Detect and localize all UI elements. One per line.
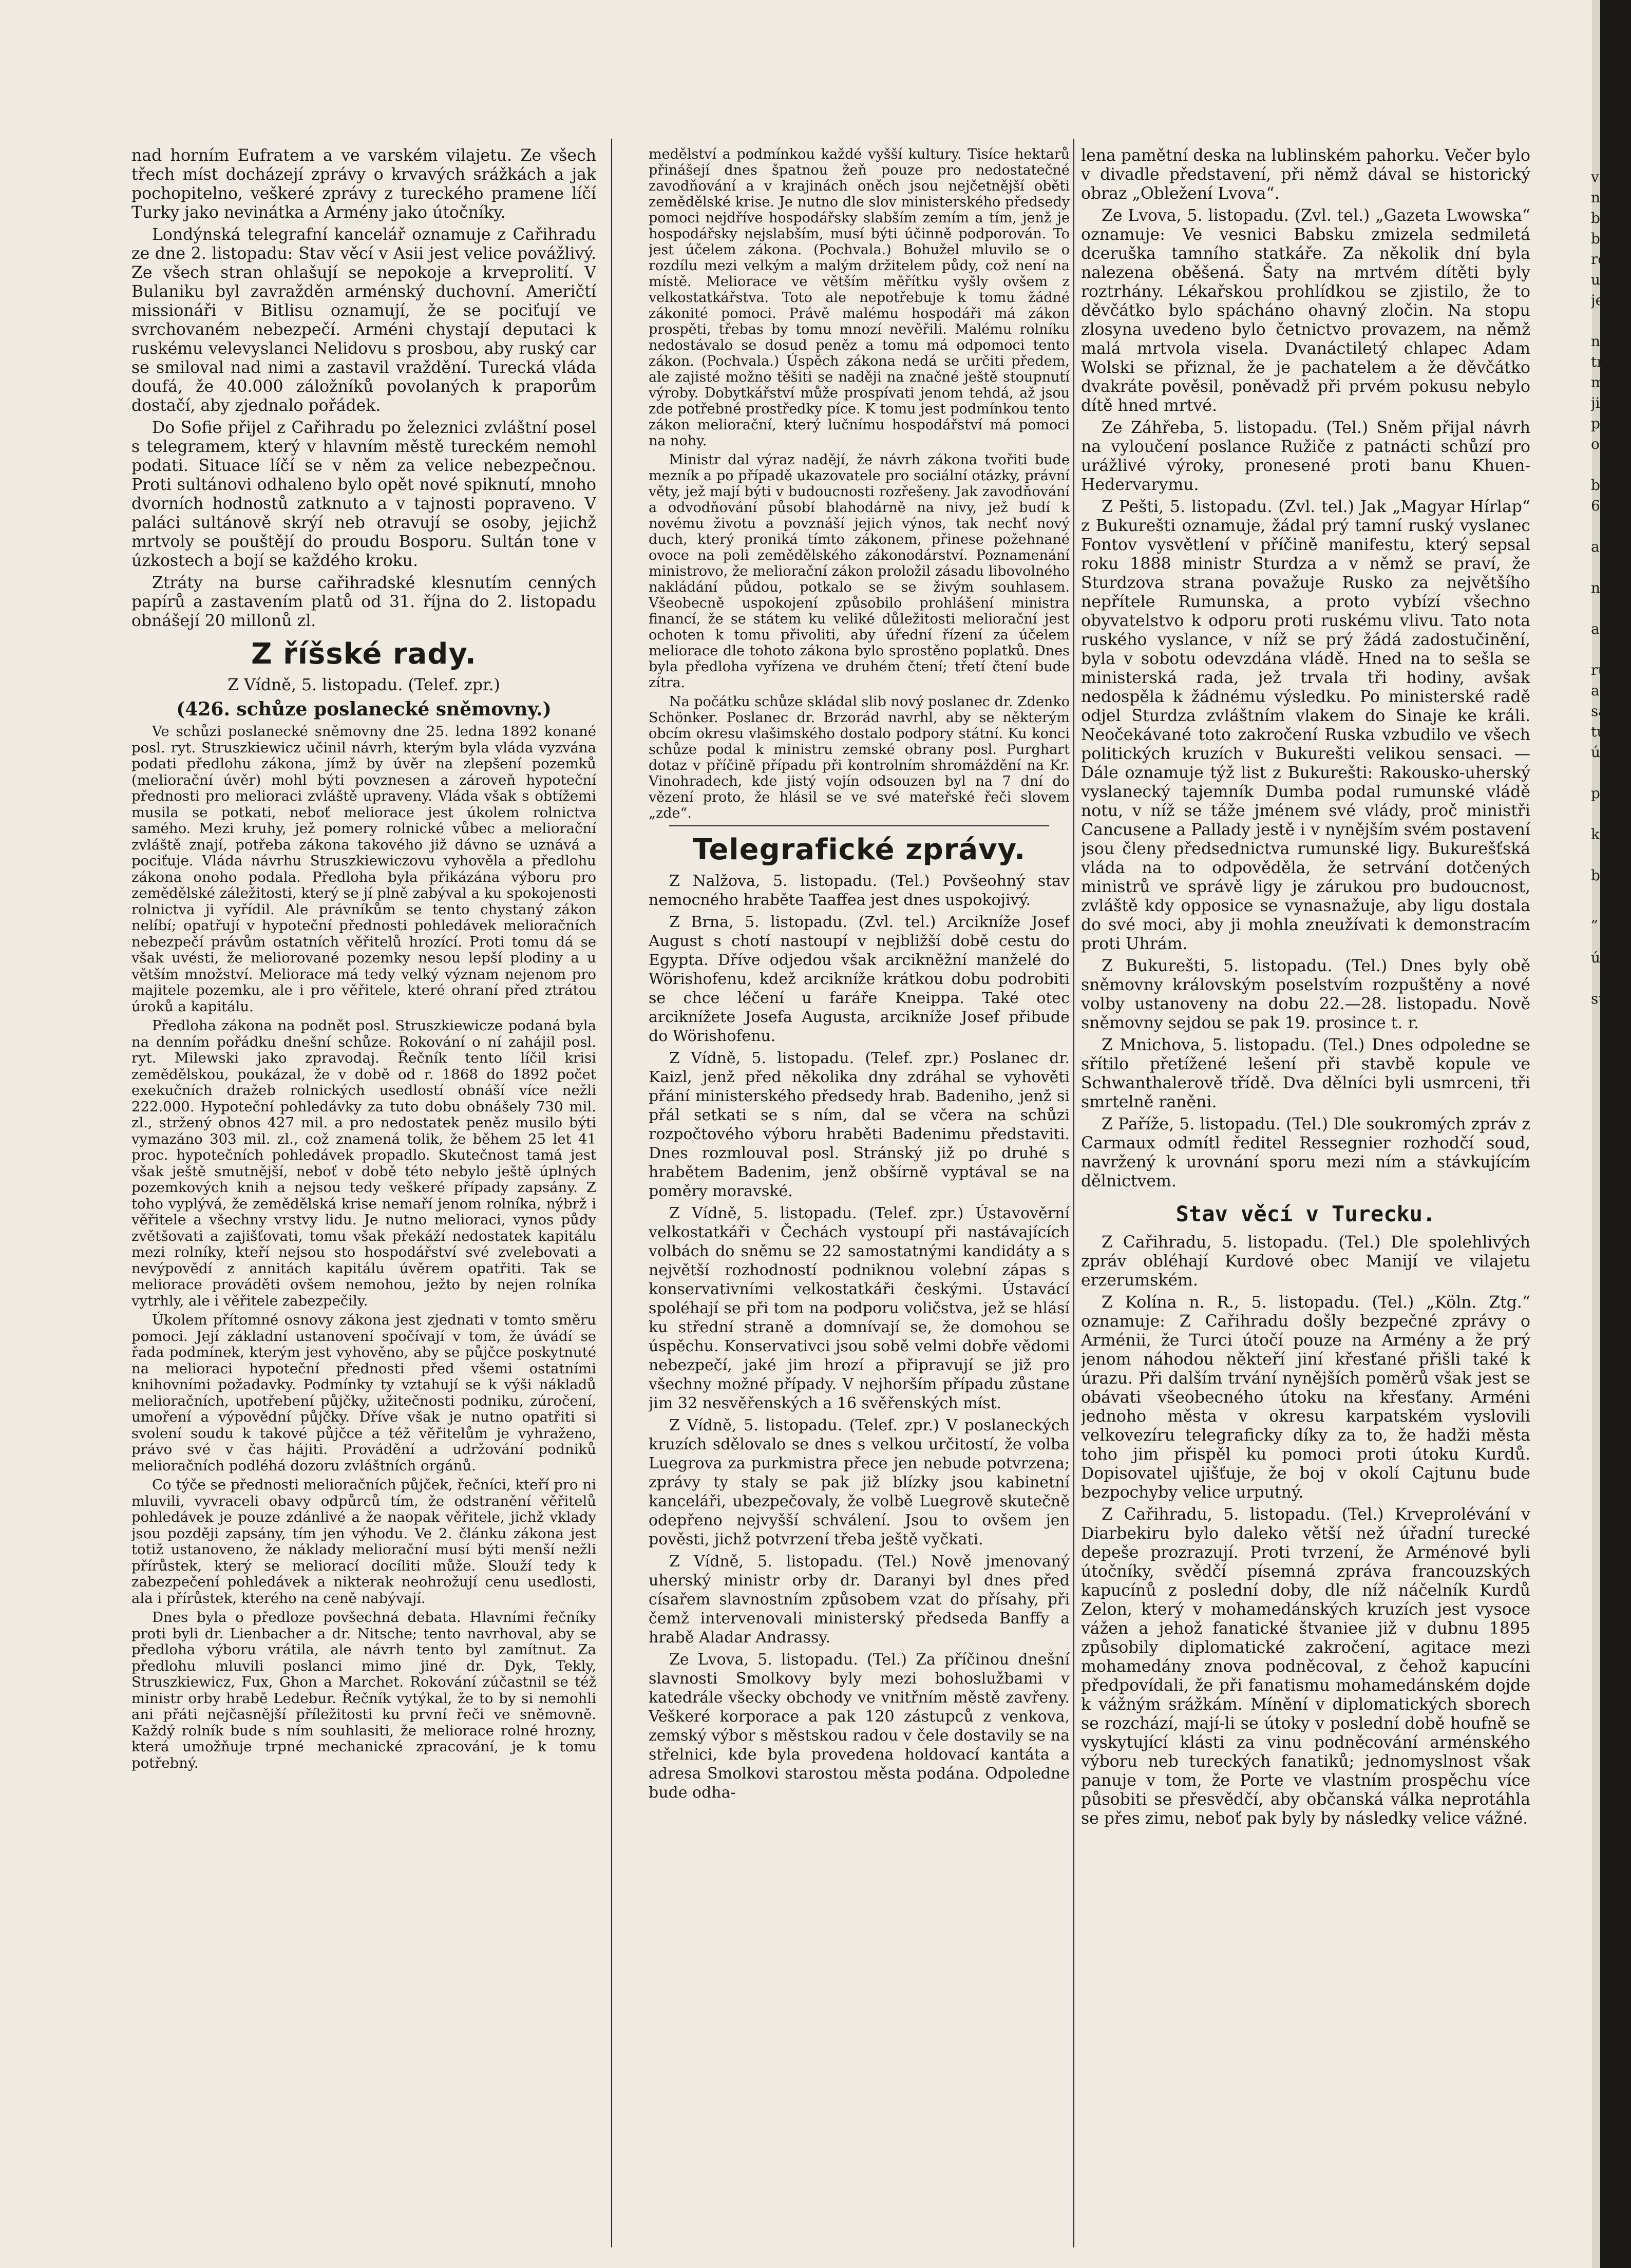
fragment-line: tuč bbox=[1591, 723, 1614, 740]
fragment-line: byli bbox=[1591, 210, 1618, 226]
column-1 bbox=[131, 146, 596, 2247]
fragment-line: a bbox=[1591, 682, 1600, 699]
telegram-item: Z Nalžova, 5. listopadu. (Tel.) Povšeohný stav nemocného hraběte Taaffea jest dnes uspokojivý. bbox=[649, 872, 1070, 909]
column-2 bbox=[649, 146, 1070, 2247]
telegram-item: Z Vídně, 5. listopadu. (Tel.) Nově jmenovaný uherský ministr orby dr. Daranyi byl dnes před císařem slavnostním způsobem vzat do přísahy, při čemž intervenovali ministerský předseda Banffy a hrabě Aladar Andrassy. bbox=[649, 1553, 1070, 1647]
telegram-item: Ze Záhřeba, 5. listopadu. (Tel.) Sněm přijal návrh na vyloučení poslance Ružiče z patnácti schůzí pro urážlivé výroky, pronesené proti banu Khuen-Hedervarymu. bbox=[1081, 419, 1530, 494]
fragment-line: uděle bbox=[1591, 271, 1631, 288]
fragment-line: ú bbox=[1591, 949, 1601, 966]
telegram-item: Ze Lvova, 5. listopadu. (Tel.) Za příčinou dnešní slavnosti Smolkovy byly mezi bohoslužbami v katedrále všecky obchody ve vnitřním městě zavřeny. Veškeré korporace a pak 120 zástupců z venkova, zemský výbor s městskou radou v čele dostavily se na střelnici, kde byla provedena holdovací kantáta a adresa Smolkovi starostou města podána. Odpoledne bude odha- bbox=[649, 1651, 1070, 1802]
fragment-line bbox=[1591, 516, 1631, 537]
fragment-line bbox=[1591, 886, 1631, 906]
telegram-item: Z Bukurešti, 5. listopadu. (Tel.) Dnes byly obě sněmovny královským poselstvím rozpuštěny a nové volby ustanoveny na dobu 22.—28. listopadu. Nově sněmovny sejdou se pak 19. prosince t. r. bbox=[1081, 957, 1530, 1032]
article-paragraph: Londýnská telegrafní kancelář oznamuje z Cařihradu ze dne 2. listopadu: Stav věcí v Asii jest velice povážlivý. Ze všech stran ohlašují se nepokoje a krveprolití. V Bulaniku byl zavražděn arménský duchovní. Američtí missionáři v Bitlisu oznamují, že se pociťují ve svrchovaném nebezpečí. Arméni chystají deputaci k ruskému velevyslanci Nelidovu s prosbou, aby ruský car se smiloval nad nimi a zastavil vraždění. Turecká vláda doufá, že 40.000 záložníků povolaných k praporům dostačí, aby zjednalo pořádek. bbox=[131, 225, 596, 415]
telegram-item: Z Kolína n. R., 5. listopadu. (Tel.) „Köln. Ztg.“ oznamuje: Z Cařihradu došly bezpečné zprávy o Arménii, že Turci útočí pouze na Armény a že prý jenom náhodou někteří jiní křesťané přišli také k úrazu. Při dalším trvání nynějších poměrů však jest se obávati všeobecného útoku na křesťany. Arméni jednoho města v okresu karpatském vyslovili velkovezíru telegraficky díky za to, že hadži města toho jim přispěl ku pomoci proti útoku Kurdů. Dopisovatel ujišťuje, že boj v okolí Cajtunu bude bezpochyby velice urputný. bbox=[1081, 1293, 1530, 1502]
fragment-line: opu bbox=[1591, 436, 1618, 452]
fragment-line: su bbox=[1591, 990, 1608, 1007]
telegram-item: Z Cařihradu, 5. listopadu. (Tel.) Dle spolehlivých zpráv obléhají Kurdové obec Manijí ve vilajetu erzerumském. bbox=[1081, 1233, 1530, 1290]
article-paragraph: nad horním Eufratem a ve varském vilajetu. Ze všech třech míst docházejí zprávy o krvavých srážkách a jak pochopitelno, veškeré zprávy z tureckého pramene líčí Turky jako nevinátka a Armény jako útočníky. bbox=[131, 146, 596, 222]
fragment-line: ni bbox=[1591, 579, 1605, 596]
column-4-fragment bbox=[1591, 146, 1631, 2247]
article-paragraph: Ministr dal výraz nadějí, že návrh zákona tvořiti bude mezník a po případě ukazovatele pro sociální otázky, právní věty, jež mají býti v budoucnosti rozřešeny. Jak zavodňování a odvodňování působí blahodárně na nivy, jež budí k novému životu a povznáší jejich výnos, tak nechť nový duch, který proniká tímto zákonem, přinese požehnané ovoce na poli zemědělského zákonodárství. Poznamenání ministrovo, že meliorační zákon proložil zásadu libovolného nakládání půdou, potkalo se se živým souhlasem. Všeobecně uspokojení způsobilo prohlášení ministra financí, že se státem ku veliké důležitosti meliorační jest ochoten k tomu přivoliti, aby úřední řízení za účelem meliorace dle tohoto zákona bylo sprostěno poplatků. Dnes byla předloha vyřízena ve druhém čtení; třetí čtení bude zítra. bbox=[649, 452, 1070, 691]
fragment-line bbox=[1591, 845, 1631, 865]
telegram-item: Z Vídně, 5. listopadu. (Telef. zpr.) Poslanec dr. Kaizl, jenž před několika dny zdráhal se vyhověti přání ministerského předsedy hrab. Badeniho, jenž si přál setkati se s ním, dal se včera na schůzi rozpočtového výboru hraběti Badenimu představiti. Dnes rozmlouval posl. Stránský již po druhé s hrabětem Badenim, jenž obšírně vyptával se na poměry moravské. bbox=[649, 1049, 1070, 1200]
fragment-line: byte bbox=[1591, 477, 1623, 494]
article-paragraph: Na počátku schůze skládal slib nový poslanec dr. Zdenko Schönker. Poslanec dr. Brzorád navrhl, aby se některým obcím okresu vlašimského dostalo podpory státní. Ku konci schůze podal k ministru zemské obrany posl. Purghart dotaz v příčině případu při kontrolním shromáždění na Kr. Vinohradech, kde jistý vojín odsouzen byl na 7 dní do vězení proto, že hlásil se ve své mateřské řeči slovem „zde“. bbox=[649, 694, 1070, 821]
fragment-line bbox=[1591, 927, 1631, 948]
section-heading-reichsrat: Z říšské rady. bbox=[251, 637, 477, 671]
column-rule bbox=[1073, 139, 1074, 2247]
fragment-line bbox=[1591, 146, 1631, 167]
fragment-line bbox=[1591, 763, 1631, 783]
fragment-line bbox=[1591, 598, 1631, 619]
telegram-item: Z Vídně, 5. listopadu. (Telef. zpr.) Ústavověrní velkostatkáři v Čechách vystoupí při nastávajících volbách do sněmu se 22 samostatnými kandidáty a s největší rozhodností podniknou volební zápas s konservativními velkostatkáři českými. Ústavácí spoléhají se při tom na podporu voličstva, jež se hlásí ku střední straně a domnívají se, že domohou se úspěchu. Konservativci jsou sobě velmi dobře vědomi nebezpečí, jaké jim hrozí a připravují se již pro všechny možné případy. V nejhorším případu zůstane jim 32 nesvěřenských a 16 svěřenských míst. bbox=[649, 1204, 1070, 1412]
session-title: (426. schůze poslanecké sněmovny.) bbox=[176, 698, 552, 720]
fragment-line: sar bbox=[1591, 703, 1614, 720]
article-paragraph: Dnes byla o předloze povšechná debata. Hlavními řečníky proti byli dr. Lienbacher a dr. Nitsche; tento navrhoval, aby se předloha výboru vrátila, ale návrh tento byl zamítnut. Za předlohu mluvili poslanci mimo jiné dr. Dyk, Tekly, Struszkiewicz, Fux, Ghon a Marchet. Rokování zúčastnil se též ministr orby hrabě Ledebur. Řečník vytýkal, že to by si nemohli ani přáti nejčasnější příležitosti ku první řeči ve sněmovně. Každý rolník bude s ním souhlasiti, že meliorace rolné hrozny, která umožňuje trpné mechanické zpracování, je k tomu potřebný. bbox=[131, 1609, 596, 1771]
column-3 bbox=[1081, 146, 1530, 2247]
fragment-line bbox=[1591, 455, 1631, 475]
column-rule bbox=[611, 139, 612, 2247]
telegram-item: Z Paříže, 5. listopadu. (Tel.) Dle soukromých zpráv z Carmaux odmítl ředitel Ressegnier rozhodčí soud, navržený k urovnání sporu mezi ním a stávkujícím dělnictvem. bbox=[1081, 1115, 1530, 1190]
fragment-line: ještě bbox=[1591, 292, 1626, 309]
fragment-line: by bbox=[1591, 867, 1608, 884]
fragment-line: valo bbox=[1591, 168, 1621, 185]
article-paragraph: medělství a podmínkou každé vyšší kultury. Tisíce hektarů přinášejí dnes špatnou žeň pouze pro nedostatečné zavodňování a v krajinách oněch jsou nejčetnější oběti zemědělské krise. Je nutno dle slov ministerského předsedy pomoci nejdříve hospodářsky slabším zemím a tím, jenž je hospodářsky nejslabším, musí býti účinně podporován. To jest účelem zákona. (Pochvala.) Bohužel mluvilo se o rozdílu mezi velkým a malým držitelem půdy, což není na místě. Meliorace ve větším měřítku vyšly ovšem z velkostatkářstva. Toto ale nepotřebuje k tomu žádné zákonité pomoci. Právě malému hospodáři má zákon prospěti, třebas by tomu mnozí nevěřili. Malému rolníku nedostávalo se dosud peněz a tomu má odpomoci tento zákon. (Pochvala.) Úspěch zákona nedá se určiti předem, ale zajisté možno těšiti se naději na značné ještě stoupnutí výroby. Dobytkářství může prospívati jenom tehdá, až jsou zde potřebné prostředky píce. K tomu jest podmínkou tento zákon meliorační, který lučnímu hospodářství má pomoci na nohy. bbox=[649, 146, 1070, 449]
fragment-line: 6 n bbox=[1591, 497, 1614, 514]
article-paragraph: lena pamětní deska na lublinském pahorku. Večer bylo v divadle představení, při němž dával se historický obraz „Obležení Lvova“. bbox=[1081, 146, 1530, 203]
fragment-line bbox=[1591, 639, 1631, 660]
fragment-line bbox=[1591, 968, 1631, 989]
telegram-item: Z Mnichova, 5. listopadu. (Tel.) Dnes odpoledne se sřítilo přetížené lešení při stavbě kopule ve Schwanthalerově třídě. Dva dělníci byli usmrceni, tři smrtelně raněni. bbox=[1081, 1036, 1530, 1111]
fragment-line: budo bbox=[1591, 230, 1627, 247]
fragment-line: pr bbox=[1591, 785, 1607, 802]
fragment-line: ú bbox=[1591, 744, 1601, 761]
fragment-line: ny bbox=[1591, 333, 1608, 350]
fragment-line: jim bbox=[1591, 394, 1614, 411]
fragment-line: nilců bbox=[1591, 189, 1627, 206]
fragment-line: „ bbox=[1591, 908, 1599, 925]
fragment-line: rech bbox=[1591, 251, 1624, 268]
article-paragraph: Úkolem přítomné osnovy zákona jest zjednati v tomto směru pomoci. Její základní ustanovení spočívají v tom, že úvádí se řada podmínek, kterým jest vyhověno, aby se půjčce poskytnuté na melioraci hypoteční přednosti před všemi ostatními knihovními požadavky. Podmínky ty vztahují se k výši nákladů melioračních, upotřebení půjčky, užitečnosti podniku, zúročení, umoření a výpovědní půjčky. Dříve však je nutno opatřiti si svolení soudu k takové půjčce a též věřitelům je vyhraženo, právo své v čas hájiti. Provádění a udržování podniků melioračních podléhá dozoru zvláštních orgánů. bbox=[131, 1312, 596, 1474]
article-paragraph: Ve schůzi poslanecké sněmovny dne 25. ledna 1892 konané posl. ryt. Struszkiewicz učinil návrh, kterým byla vláda vyzvána podati předlohu zákona, jímž by úvěr na zlepšení pozemků (meliorační úvěr) mohl býti povznesen a zároveň hypoteční přednosti pro melioraci zvláště upraveny. Vláda však s obtížemi musila se potkati, neboť meliorace jest úkolem rolnictva samého. Mezi kruhy, jež pomery rolnické vůbec a meliorační zvláště znají, potřeba zákona takového již dávno se uznává a pociťuje. Vláda návrhu Struszkiewiczovu vyhověla a předlohu zákona onoho podala. Předloha byla přikázána výboru pro zemědělské záležitosti, který se jí plně zabýval a ku spokojenosti rolnictva ji vyřídil. Ale právníkům se tento chystaný zákon nelíbí; opatřují v hypoteční přednosti pohledávek melioračních nebezpečí právům ostatních věřitelů hrozící. Proti tomu dá se však uvésti, že meliorované pozemky nesou lepší plodiny a u větším množství. Meliorace má tedy velký význam nejenom pro majitele pozemku, ale i pro věřitele, které ohraní před ztrátou úroků a kapitálu. bbox=[131, 723, 596, 1015]
fragment-line bbox=[1591, 311, 1631, 331]
fragment-line: a p bbox=[1591, 620, 1614, 637]
fragment-line: rus bbox=[1591, 662, 1615, 678]
telegram-item: Z Vídně, 5. listopadu. (Telef. zpr.) V poslaneckých kruzích sdělovalo se dnes s velkou určitostí, že volba Luegrova za purkmistra přece jen nebude potvrzena; zprávy ty staly se pak již blízky jsou kabinetní kanceláři, ubezpečovaly, že volbě Luegrově skutečně odepřeno nejvyšší schválení. Jsou to ovšem jen pověsti, jichž potvrzení třeba ještě vyčkati. bbox=[649, 1416, 1070, 1548]
article-paragraph: Do Sofie přijel z Cařihradu po železnici zvláštní posel s telegramem, který v hlavním městě tureckém nemohl podati. Situace líčí se v něm za velice nebezpečnou. Proti sultánovi odhaleno bylo opět nové spiknutí, mnoho dvorních hodnostů zatknuto a v tajnosti popraveno. V paláci sultánově skrýí neb otravují se osoby, jejichž mrtvoly se pouštějí do proudu Bosporu. Sultán tone v úzkostech a bojí se každého kroku. bbox=[131, 419, 596, 570]
telegram-item: Z Brna, 5. listopadu. (Zvl. tel.) Arcikníže Josef August s chotí nastoupí v nejbližší době cestu do Egypta. Dříve odjedou však arcikněžní manželé do Wörishofenu, kdež arcikníže krátkou dobu podrobiti se chce léčení u faráře Kneippa. Také otec arciknížete Josefa Augusta, arcikníže Josef přibude do Wörishofenu. bbox=[649, 913, 1070, 1045]
article-paragraph: Předloha zákona na podnět posl. Struszkiewicze podaná byla na denním pořádku dnešní schůze. Rokování o ní zahájil posl. ryt. Milewski jako zpravodaj. Řečník tento líčil krisi zemědělskou, poukázal, že v době od r. 1868 do 1892 počet exekučních dražeb rolnických usedlostí obnáší více nežli 222.000. Hypoteční pohledávky za tuto dobu obnášely 730 mil. zl., stržený obnos 427 mil. a pro nedostatek peněz musilo býti vymazáno 303 mil. zl., což znamená tolik, že během 25 let 41 proc. hypotečních pohledávek propadlo. Skutečnost tamá jest však ještě smutnější, neboť v době této nebylo ještě úplných pozemkových knih a nejsou tedy veškeré případy zapsány. Z toho vyplývá, že zemědělská krise nemaří jenom rolníka, nýbrž i věřitele a všechny vrstvy lidu. Je nutno melioraci, vynos půdy zvětšovati a zajišťovati, tomu však překáží nedostatek kapitálu mezi rolníky, kteří nejsou sto hospodářství své zvelebovati a nevýpovědí z annitách kapitálu úvěrem opatřiti. Tak se meliorace prováděti ovšem nemohou, ježto by nejen rolníka vytrhly, ale i věřitele zabezpečily. bbox=[131, 1017, 596, 1309]
fragment-line bbox=[1591, 557, 1631, 578]
article-paragraph: Co týče se přednosti melioračních půjček, řečníci, kteří pro ni mluvili, vyvraceli obavy odpůrců tím, že odstranění věřitelů pohledávek je pouze zdánlivé a že naopak věřitele, jichž vklady jsou později zapsány, tím jen výhodu. Ve 2. článku zákona jest totiž ustanoveno, že náklady meliorační musí býti menší nežli přírůstek, který se meliorací docíliti může. Slouží tedy k zabezpečení pohledávek a nikterak neohrožují cenu usedlosti, ala i přírůstek, kterého na ceně nabývají. bbox=[131, 1477, 596, 1606]
dateline: Z Vídně, 5. listopadu. (Telef. zpr.) bbox=[227, 676, 500, 694]
telegram-item: Z Pešti, 5. listopadu. (Zvl. tel.) Jak „Magyar Hírlap“ z Bukurešti oznamuje, žádal prý tamní ruský vyslanec Fontov vysvětlení v příčině manifestu, který sepsal roku 1888 ministr Sturdza a v němž se praví, že Sturdzova strana považuje Rusko za největšího nepřítele Rumunska, a proto vybízí všechno obyvatelstvo k odporu proti ruskému vlivu. Tato nota ruského vyslance, v níž se prý žádá zadostučinění, byla v sobotu odevzdána vládě. Hned na to sešla se ministerská rada, jež trvala tři hodiny, avšak nedospěla k žádnému výsledku. Po ministerské radě odjel Sturdza zvláštním vlakem do Sinaje ke králi. Neočekávané toto zakročení Ruska vzbudilo ve všech politických kruzích v Bukurešti velikou sensaci. — Dále oznamuje týž list z Bukurešti: Rakousko-uherský vyslanecký tajemník Dumba podal rumunské vládě notu, v níž se táže jménem své vlády, proč ministři Cancusene a Pallady jestě i v nynějším svém postavení jsou členy předsednictva rumunské ligy. Bukurešťská vláda na to odpověděla, že setrvání dotčených ministrů ve správě ligy je zárukou pro budoucnost, zvláště kdy opposice se vynasnažuje, aby ligu dostala do své moci, aby ji mohla zneužívati k demonstracím proti Uhrám. bbox=[1081, 498, 1530, 953]
telegram-item: Z Cařihradu, 5. listopadu. (Tel.) Krveprolévání v Diarbekiru bylo daleko větší než úřadní turecké depeše prozrazují. Proti tvrzení, že Arménové byli útočníky, svědčí písemná zpráva francouzských kapucínů z poslední doby, dle níž náčelník Kurdů Zelon, který v mohamedánských kruzích jest vysoce vážen a jehož fanatické štvaniee již v dubnu 1895 způsobily diplomatické zakročení, agitace mezi mohamedány znova podněcoval, z čehož kapucíni předpovídali, že při fanatismu mohamedánském dojde k vážným srážkám. Mínění v diplomatických sborech se rozchází, mají-li se útoky v poslední době houfně se vyskytující klásti za vinu podněcování arménského výboru neb tureckých fanatiků; jednomyslnost však panuje v tom, že Porte ve vlastním prospěchu více působiti se přesvědčí, aby občanská válka neprotáhla se přes zimu, neboť pak byly by následky velice vážné. bbox=[1081, 1505, 1530, 1828]
fragment-line: pror bbox=[1591, 415, 1623, 432]
fragment-line: ke bbox=[1591, 826, 1608, 843]
fragment-line: a p bbox=[1591, 538, 1614, 555]
article-paragraph: Ztráty na burse cařihradské klesnutím cenných papírů a zastavením platů od 31. října do 2. listopadu obnášejí 20 millonů zl. bbox=[131, 574, 596, 630]
section-divider bbox=[669, 825, 1049, 826]
telegram-item: Ze Lvova, 5. listopadu. (Zvl. tel.) „Gazeta Lwowska“ oznamuje: Ve vesnici Babsku zmizela sedmiletá dceruška tamního statkáře. Za několik dní byla nalezena oběšená. Šaty na mrtvém dítěti byly roztrhány. Lékařskou prohlídkou se zjistilo, že to děvčátko bylo spácháno ohavný zločin. Na stopu zlosyna uvedeno bylo četnictvo provazem, na němž malá mrtvola visela. Dvanáctiletý chlapec Adam Wolski se přiznal, že je pachatelem a že děvčátko dvakráte pověsil, poněvadž při prvém pokusu nebylo dítě hned mrtvé. bbox=[1081, 206, 1530, 415]
fragment-line bbox=[1591, 804, 1631, 824]
section-heading-telegrams: Telegrafické zprávy. bbox=[692, 833, 1026, 866]
fragment-line: milo bbox=[1591, 374, 1623, 391]
fragment-line: trest bbox=[1591, 353, 1625, 370]
section-heading-turkey: Stav věcí v Turecku. bbox=[1175, 1201, 1436, 1226]
